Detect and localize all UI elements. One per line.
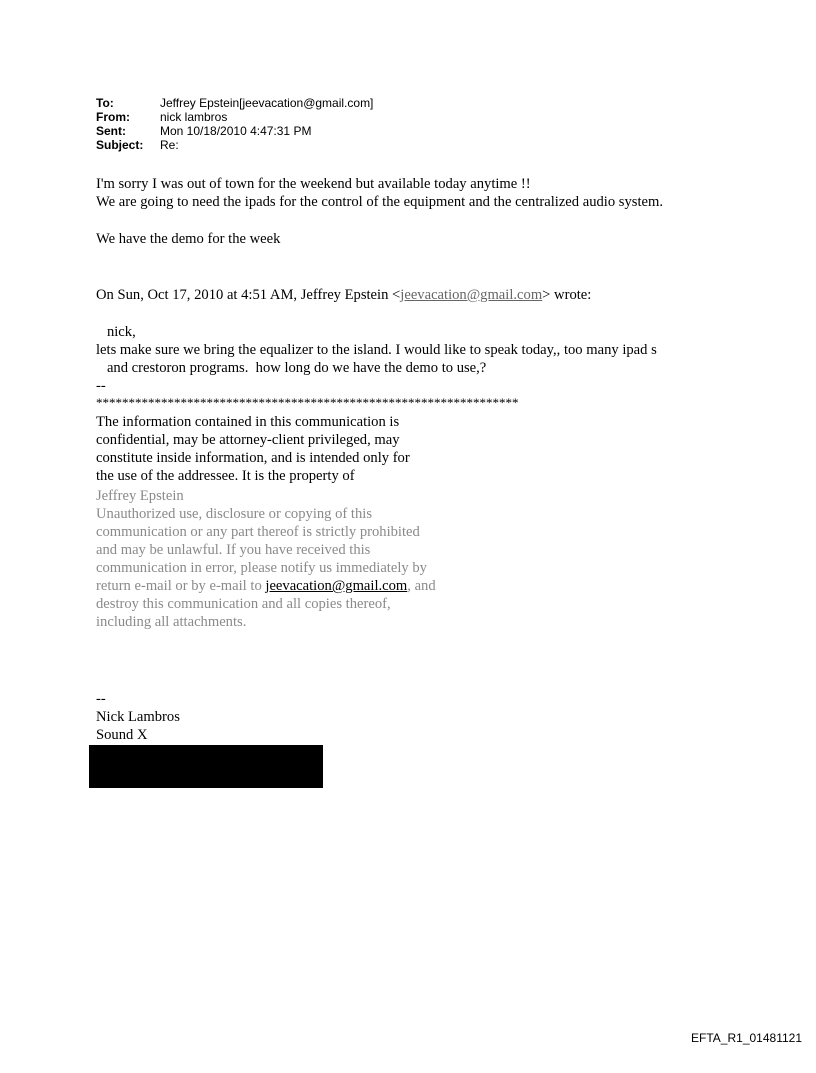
reply-line-1: I'm sorry I was out of town for the weekend but available today anytime !! <box>96 176 531 192</box>
quoted-intro-after: > wrote: <box>542 287 592 303</box>
disclaimer-line-1: The information contained in this communication is <box>96 414 400 430</box>
document-id: EFTA_R1_01481121 <box>691 1031 802 1045</box>
quoted-intro-email-link[interactable]: jeevacation@gmail.com <box>400 287 543 303</box>
disclaimer-line-4: the use of the addressee. It is the property of <box>96 468 355 484</box>
disclaimer-email-link[interactable]: jeevacation@gmail.com <box>265 578 408 594</box>
quoted-line-1: lets make sure we bring the equalizer to the island. I would like to speak today,, too many ipad s <box>96 342 657 358</box>
redaction-box <box>89 745 323 788</box>
signature-name: Nick Lambros <box>96 709 180 725</box>
disclaimer-gray-6-before: return e-mail or by e-mail to <box>96 578 266 594</box>
from-label: From: <box>96 110 130 124</box>
disclaimer-gray-6-after: , and <box>407 578 436 594</box>
disclaimer-gray-7: destroy this communication and all copies thereof, <box>96 596 391 612</box>
to-label: To: <box>96 96 114 110</box>
sent-label: Sent: <box>96 124 126 138</box>
quoted-greeting: nick, <box>96 324 136 340</box>
to-value: Jeffrey Epstein[jeevacation@gmail.com] <box>160 96 374 110</box>
from-value: nick lambros <box>160 110 228 124</box>
sent-value: Mon 10/18/2010 4:47:31 PM <box>160 124 312 138</box>
disclaimer-line-3: constitute inside information, and is intended only for <box>96 450 410 466</box>
sent-row <box>96 124 373 138</box>
disclaimer-gray-8: including all attachments. <box>96 614 247 630</box>
disclaimer-line-2: confidential, may be attorney-client privileged, may <box>96 432 400 448</box>
disclaimer-gray-2: Unauthorized use, disclosure or copying of this <box>96 506 373 522</box>
subject-row <box>96 138 373 152</box>
signature-company: Sound X <box>96 727 148 743</box>
stars-divider: ***************************************************************** <box>96 395 519 410</box>
quoted-line-2: and crestoron programs. how long do we have the demo to use,? <box>96 360 487 376</box>
reply-line-2: We are going to need the ipads for the control of the equipment and the centralized audio system. <box>96 194 663 210</box>
disclaimer-gray-1: Jeffrey Epstein <box>96 488 184 504</box>
quoted-intro-before: On Sun, Oct 17, 2010 at 4:51 AM, Jeffrey Epstein < <box>96 287 401 303</box>
email-header <box>96 96 373 152</box>
subject-value: Re: <box>160 138 179 152</box>
quoted-sig-dash: -- <box>96 378 106 394</box>
to-row <box>96 96 373 110</box>
disclaimer-gray-4: and may be unlawful. If you have received this <box>96 542 371 558</box>
signature-dash: -- <box>96 691 106 707</box>
disclaimer-gray-3: communication or any part thereof is strictly prohibited <box>96 524 420 540</box>
disclaimer-gray-5: communication in error, please notify us immediately by <box>96 560 427 576</box>
reply-line-3: We have the demo for the week <box>96 231 281 247</box>
subject-label: Subject: <box>96 138 144 152</box>
from-row <box>96 110 373 124</box>
disclaimer-gray-6 <box>96 577 436 595</box>
quoted-intro <box>96 286 591 304</box>
